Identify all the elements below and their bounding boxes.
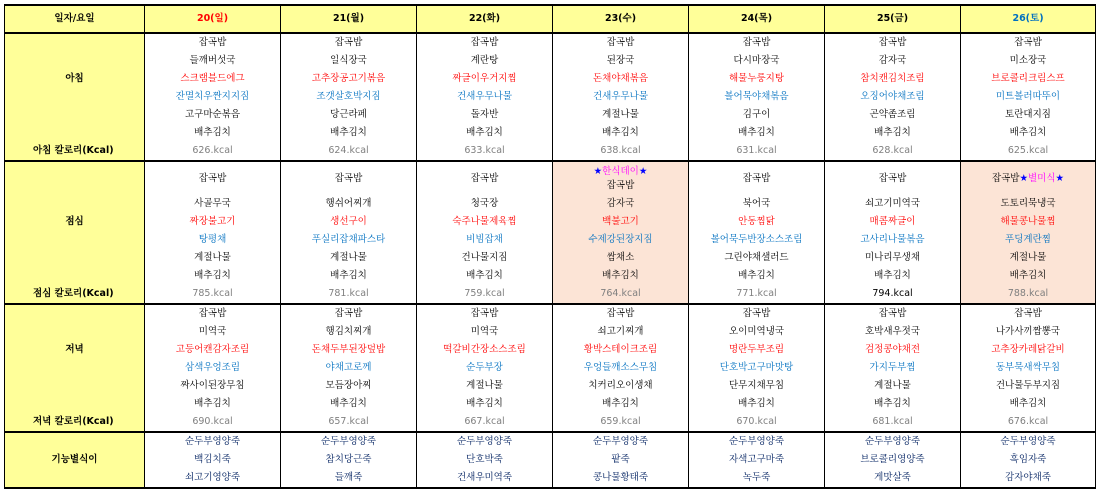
lunch-item: 잡곡밥: [145, 161, 281, 195]
functional-item: 팥죽: [553, 451, 689, 469]
breakfast-label-cell: [5, 88, 145, 106]
functional-section-label: 기능별식이: [5, 451, 145, 469]
breakfast-item: 잡곡밥: [961, 33, 1096, 52]
breakfast-item: 잡곡밥: [553, 33, 689, 52]
breakfast-item: 배추김치: [825, 124, 961, 142]
lunch-item: 사골무국: [145, 195, 281, 213]
breakfast-calorie: 633.kcal: [417, 142, 553, 161]
lunch-item: 비빔잡채: [417, 231, 553, 249]
lunch-item: 미나리무생채: [825, 249, 961, 267]
dinner-item: 명란두부조림: [689, 341, 825, 359]
lunch-item: 잡곡밥: [281, 161, 417, 195]
breakfast-row: [5, 52, 1096, 70]
dinner-item: 계절나물: [825, 377, 961, 395]
breakfast-item: 감자국: [825, 52, 961, 70]
dinner-item: 배추김치: [417, 395, 553, 413]
breakfast-item: 김구이: [689, 106, 825, 124]
breakfast-item: 곤약좀조림: [825, 106, 961, 124]
day-header-3: 23(수): [553, 5, 689, 33]
breakfast-calorie: 625.kcal: [961, 142, 1096, 161]
lunch-item: 감자국: [553, 195, 689, 213]
dinner-item: 검정콩야채전: [825, 341, 961, 359]
breakfast-item: 참치캔김치조림: [825, 70, 961, 88]
breakfast-calorie: 626.kcal: [145, 142, 281, 161]
lunch-row: [5, 285, 1096, 304]
breakfast-item: 스크램블드에그: [145, 70, 281, 88]
dinner-item: 잡곡밥: [825, 304, 961, 323]
dinner-item: 황박스테이크조림: [553, 341, 689, 359]
lunch-item: 배추김치: [281, 267, 417, 285]
functional-item: 자색고구마죽: [689, 451, 825, 469]
menu-table-wrapper: [4, 4, 1096, 489]
lunch-section-label: 점심: [5, 213, 145, 231]
dinner-item: 단무지채무침: [689, 377, 825, 395]
breakfast-item: 배추김치: [961, 124, 1096, 142]
breakfast-row: [5, 33, 1096, 52]
breakfast-item: 들깨버섯국: [145, 52, 281, 70]
breakfast-row: [5, 142, 1096, 161]
functional-item: 순두부영양죽: [417, 432, 553, 451]
day-header-5: 25(금): [825, 5, 961, 33]
dinner-item: 야채고로께: [281, 359, 417, 377]
lunch-calorie: 764.kcal: [553, 285, 689, 304]
lunch-label-cell: [5, 161, 145, 195]
lunch-label-cell: [5, 267, 145, 285]
breakfast-row: [5, 70, 1096, 88]
lunch-calorie: 788.kcal: [961, 285, 1096, 304]
breakfast-calorie: 638.kcal: [553, 142, 689, 161]
breakfast-item: 미소장국: [961, 52, 1096, 70]
day-header-2: 22(화): [417, 5, 553, 33]
dinner-item: 고추장카레닭갈비: [961, 341, 1096, 359]
breakfast-item: 다시마장국: [689, 52, 825, 70]
dinner-item: 잡곡밥: [961, 304, 1096, 323]
lunch-calorie: 771.kcal: [689, 285, 825, 304]
breakfast-row: [5, 88, 1096, 106]
lunch-item: 매콤짜글이: [825, 213, 961, 231]
functional-item: 감자야채죽: [961, 469, 1096, 488]
hansik-day-badge: [553, 165, 688, 179]
functional-item: 순두부영양죽: [281, 432, 417, 451]
dinner-item: 잡곡밥: [417, 304, 553, 323]
dinner-item: 미역국: [417, 323, 553, 341]
lunch-label-cell: [5, 195, 145, 213]
weekly-menu-table: [4, 4, 1096, 489]
dinner-item: 순두부장: [417, 359, 553, 377]
dinner-item: 가지두부찜: [825, 359, 961, 377]
dinner-item: 떡갈비간장소스조림: [417, 341, 553, 359]
dinner-item: 잡곡밥: [689, 304, 825, 323]
dinner-item: 잡곡밥: [145, 304, 281, 323]
breakfast-label-cell: [5, 52, 145, 70]
dinner-item: 미역국: [145, 323, 281, 341]
lunch-item: 배추김치: [145, 267, 281, 285]
dinner-item: 짜사이된장무침: [145, 377, 281, 395]
breakfast-item: 조갯살호박지짐: [281, 88, 417, 106]
lunch-item: 배추김치: [689, 267, 825, 285]
lunch-item: 수제강된장지짐: [553, 231, 689, 249]
breakfast-row: [5, 124, 1096, 142]
functional-item: 브로콜리영양죽: [825, 451, 961, 469]
breakfast-item: 오징어야채조림: [825, 88, 961, 106]
dinner-row: [5, 377, 1096, 395]
dinner-calorie: 667.kcal: [417, 413, 553, 432]
lunch-item: 배추김치: [825, 267, 961, 285]
breakfast-item: 계란탕: [417, 52, 553, 70]
breakfast-item: 된장국: [553, 52, 689, 70]
star-icon: ★: [638, 165, 648, 177]
dinner-item: 모듬장아찌: [281, 377, 417, 395]
breakfast-section-label: 아침: [5, 70, 145, 88]
star-icon: ★: [1019, 172, 1028, 184]
lunch-item: 해물콩나물찜: [961, 213, 1096, 231]
lunch-item: 건나물지짐: [417, 249, 553, 267]
breakfast-calorie: 628.kcal: [825, 142, 961, 161]
breakfast-item: 일식장국: [281, 52, 417, 70]
functional-row: [5, 469, 1096, 488]
breakfast-item: 배추김치: [145, 124, 281, 142]
lunch-label-cell: [5, 231, 145, 249]
dinner-item: 오이미역냉국: [689, 323, 825, 341]
functional-item: 건새우미역죽: [417, 469, 553, 488]
breakfast-item: 배추김치: [689, 124, 825, 142]
lunch-item: 청국장: [417, 195, 553, 213]
breakfast-row: [5, 106, 1096, 124]
breakfast-item: 배추김치: [417, 124, 553, 142]
breakfast-item: 브로콜리크림스프: [961, 70, 1096, 88]
dinner-row: [5, 395, 1096, 413]
lunch-item: 쇠고기미역국: [825, 195, 961, 213]
header-row: [5, 5, 1096, 33]
breakfast-item: 고구마순볶음: [145, 106, 281, 124]
lunch-item: 숙주나물제육찜: [417, 213, 553, 231]
dinner-item: 치커리오이생채: [553, 377, 689, 395]
dinner-item: 배추김치: [689, 395, 825, 413]
breakfast-item: 고추장공고기볶음: [281, 70, 417, 88]
dinner-label-cell: [5, 323, 145, 341]
lunch-item: 탕평채: [145, 231, 281, 249]
breakfast-calorie-label: 아침 칼로리(Kcal): [5, 142, 145, 161]
breakfast-item: 짜글이우거지찜: [417, 70, 553, 88]
lunch-item: 배추김치: [417, 267, 553, 285]
breakfast-item: 미트볼러따뚜이: [961, 88, 1096, 106]
functional-item: 참치당근죽: [281, 451, 417, 469]
functional-item: 들깨죽: [281, 469, 417, 488]
lunch-item: 도토리묵냉국: [961, 195, 1096, 213]
dinner-calorie: 681.kcal: [825, 413, 961, 432]
lunch-item: 계절나물: [145, 249, 281, 267]
dinner-row: [5, 341, 1096, 359]
dinner-row: [5, 413, 1096, 432]
lunch-item: 계절나물: [281, 249, 417, 267]
dinner-item: 배추김치: [281, 395, 417, 413]
lunch-item: 행쉬어찌개: [281, 195, 417, 213]
dinner-item: 잡곡밥: [281, 304, 417, 323]
lunch-item: 푸딩계란찜: [961, 231, 1096, 249]
lunch-label-cell: [5, 249, 145, 267]
lunch-calorie: 794.kcal: [825, 285, 961, 304]
breakfast-item: 배추김치: [553, 124, 689, 142]
dinner-row: [5, 359, 1096, 377]
lunch-item: 잡곡밥: [689, 161, 825, 195]
day-header-0: 20(일): [145, 5, 281, 33]
lunch-item: 쌈채소: [553, 249, 689, 267]
lunch-item: 볼어묵두반장소스조림: [689, 231, 825, 249]
breakfast-item: 계절나물: [553, 106, 689, 124]
star-icon: ★: [1055, 172, 1065, 184]
lunch-calorie: 759.kcal: [417, 285, 553, 304]
lunch-calorie-label: 점심 칼로리(Kcal): [5, 285, 145, 304]
dinner-label-cell: [5, 395, 145, 413]
dinner-item: 돈채두부된장덮밥: [281, 341, 417, 359]
functional-label-cell: [5, 432, 145, 451]
breakfast-calorie: 631.kcal: [689, 142, 825, 161]
lunch-calorie: 785.kcal: [145, 285, 281, 304]
dinner-item: 잡곡밥: [553, 304, 689, 323]
breakfast-label-cell: [5, 33, 145, 52]
lunch-item: 백불고기: [553, 213, 689, 231]
breakfast-label-cell: [5, 106, 145, 124]
dinner-item: 건나물두부지짐: [961, 377, 1096, 395]
breakfast-item: 잡곡밥: [145, 33, 281, 52]
lunch-item: [961, 161, 1096, 195]
lunch-rice: 잡곡밥: [991, 172, 1020, 184]
hansik-day-label: 한식데이: [602, 165, 639, 177]
dinner-item: 단호박고구마맛탕: [689, 359, 825, 377]
functional-item: 콩나물황태죽: [553, 469, 689, 488]
day-header-6: 26(토): [961, 5, 1096, 33]
breakfast-item: 건새우무나물: [417, 88, 553, 106]
functional-row: [5, 432, 1096, 451]
dinner-item: 행김치찌개: [281, 323, 417, 341]
functional-row: [5, 451, 1096, 469]
lunch-row: [5, 195, 1096, 213]
lunch-item: 안동찜닭: [689, 213, 825, 231]
lunch-item: 고사리나물볶음: [825, 231, 961, 249]
lunch-rice: 잡곡밥: [606, 179, 635, 191]
lunch-item: [553, 161, 689, 195]
breakfast-item: 잡곡밥: [281, 33, 417, 52]
dinner-label-cell: [5, 359, 145, 377]
day-header-4: 24(목): [689, 5, 825, 33]
lunch-item: 잡곡밥: [417, 161, 553, 195]
breakfast-item: 돌자반: [417, 106, 553, 124]
dinner-item: 나가사끼짬뽕국: [961, 323, 1096, 341]
functional-label-cell: [5, 469, 145, 488]
dinner-calorie: 676.kcal: [961, 413, 1096, 432]
functional-item: 순두부영양죽: [689, 432, 825, 451]
functional-item: 게맛살죽: [825, 469, 961, 488]
breakfast-label-cell: [5, 124, 145, 142]
lunch-row: [5, 161, 1096, 195]
lunch-item: 배추김치: [553, 267, 689, 285]
breakfast-item: 배추김치: [281, 124, 417, 142]
dinner-item: 배추김치: [145, 395, 281, 413]
dinner-item: 배추김치: [961, 395, 1096, 413]
functional-item: 순두부영양죽: [961, 432, 1096, 451]
lunch-row: [5, 231, 1096, 249]
lunch-item: 배추김치: [961, 267, 1096, 285]
dinner-item: 삼색우엉조림: [145, 359, 281, 377]
dinner-calorie: 659.kcal: [553, 413, 689, 432]
dinner-item: 고등어캔감자조림: [145, 341, 281, 359]
lunch-item: 짜장불고기: [145, 213, 281, 231]
functional-item: 순두부영양죽: [825, 432, 961, 451]
lunch-item: 잡곡밥: [825, 161, 961, 195]
lunch-row: [5, 213, 1096, 231]
breakfast-item: 잡곡밥: [689, 33, 825, 52]
lunch-row: [5, 267, 1096, 285]
lunch-calorie: 781.kcal: [281, 285, 417, 304]
functional-item: 백김치죽: [145, 451, 281, 469]
dinner-calorie-label: 저녁 칼로리(Kcal): [5, 413, 145, 432]
lunch-item: 생선구이: [281, 213, 417, 231]
breakfast-item: 토란대지짐: [961, 106, 1096, 124]
breakfast-calorie: 624.kcal: [281, 142, 417, 161]
functional-item: 순두부영양죽: [553, 432, 689, 451]
breakfast-item: 잔멸치우짠지지짐: [145, 88, 281, 106]
functional-item: 쇠고기영양죽: [145, 469, 281, 488]
dinner-row: [5, 304, 1096, 323]
breakfast-item: 해물누룽지탕: [689, 70, 825, 88]
dinner-item: 호박새우젓국: [825, 323, 961, 341]
dinner-item: 배추김치: [825, 395, 961, 413]
dinner-calorie: 670.kcal: [689, 413, 825, 432]
dinner-label-cell: [5, 304, 145, 323]
lunch-item: 북어국: [689, 195, 825, 213]
dinner-section-label: 저녁: [5, 341, 145, 359]
breakfast-item: 돈채야채볶음: [553, 70, 689, 88]
special-meal-label: 별미식: [1028, 172, 1056, 184]
dinner-label-cell: [5, 377, 145, 395]
dinner-row: [5, 323, 1096, 341]
lunch-item: 계절나물: [961, 249, 1096, 267]
breakfast-item: 잡곡밥: [825, 33, 961, 52]
breakfast-item: 볼어묵야채볶음: [689, 88, 825, 106]
lunch-item: 푸실리잡채파스타: [281, 231, 417, 249]
functional-item: 순두부영양죽: [145, 432, 281, 451]
breakfast-item: 건새우무나물: [553, 88, 689, 106]
dinner-item: 우엉들깨소스무침: [553, 359, 689, 377]
lunch-item: 그린야채샐러드: [689, 249, 825, 267]
breakfast-item: 잡곡밥: [417, 33, 553, 52]
day-header-1: 21(월): [281, 5, 417, 33]
breakfast-item: 당근라페: [281, 106, 417, 124]
dinner-item: 쇠고기찌개: [553, 323, 689, 341]
functional-item: 녹두죽: [689, 469, 825, 488]
dinner-calorie: 657.kcal: [281, 413, 417, 432]
date-day-header-label: 일자/요일: [5, 5, 145, 33]
dinner-item: 동부묵새싹무침: [961, 359, 1096, 377]
dinner-item: 계절나물: [417, 377, 553, 395]
functional-item: 단호박죽: [417, 451, 553, 469]
dinner-item: 배추김치: [553, 395, 689, 413]
dinner-calorie: 690.kcal: [145, 413, 281, 432]
star-icon: ★: [593, 165, 603, 177]
lunch-row: [5, 249, 1096, 267]
functional-item: 흑임자죽: [961, 451, 1096, 469]
